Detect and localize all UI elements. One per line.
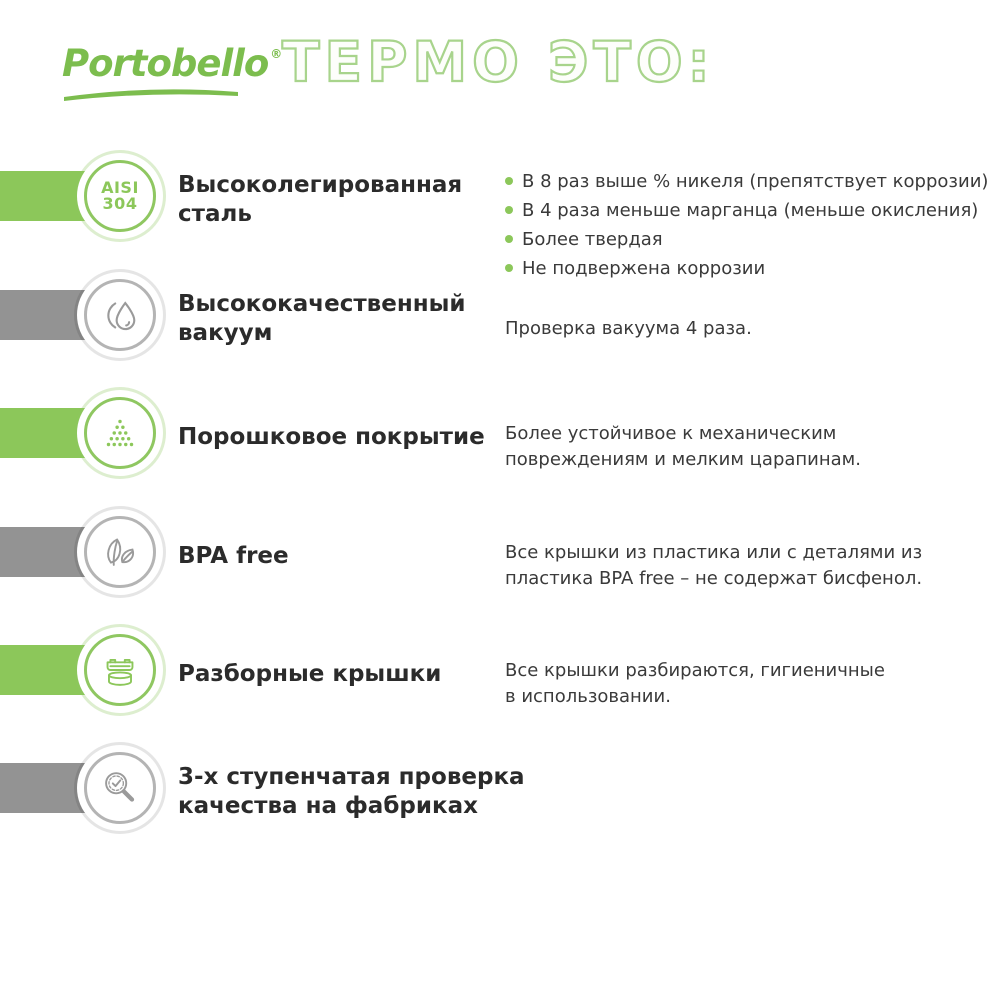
feature-title: Высоколегированная сталь [178, 172, 463, 227]
leaves-icon [84, 516, 156, 588]
magnifier-check-icon [84, 752, 156, 824]
lid-icon [84, 634, 156, 706]
feature-description: Все крышки из пластика или с деталями из пластика BPA free – не содержат бисфенол. [505, 542, 923, 589]
bullet-dot-icon [505, 235, 513, 243]
bullet-dot-icon [505, 206, 513, 214]
bullet-item: Не подвержена коррозии [505, 254, 985, 283]
bullet-item: В 4 раза меньше марганца (меньше окисления) [505, 196, 985, 225]
aisi-badge-line1: AISI [101, 178, 139, 197]
logo-wordmark: Portobello [62, 42, 269, 85]
feature-row-vacuum [0, 250, 1000, 380]
bullet-dot-icon [505, 177, 513, 185]
bullet-item: В 8 раз выше % никеля (препятствует коррозии) [505, 167, 985, 196]
powder-dots-icon [84, 397, 156, 469]
water-drop-glyph [97, 292, 143, 338]
magnifier-check-glyph [97, 765, 143, 811]
feature-description: Проверка вакуума 4 раза. [505, 318, 752, 339]
portobello-logo [62, 42, 282, 106]
feature-title: BPA free [178, 542, 289, 569]
logo-swoosh-underline [62, 86, 242, 104]
feature-description: Все крышки разбираются, гигиеничные в использовании. [505, 660, 885, 707]
feature-row-steel [0, 131, 1000, 279]
aisi-304-badge [101, 180, 139, 212]
powder-dots-glyph [97, 410, 143, 456]
feature-title: 3-х ступенчатая проверка качества на фабриках [178, 764, 525, 819]
water-drop-icon [84, 279, 156, 351]
feature-description: Более устойчивое к механическим повреждениям и мелким царапинам. [505, 423, 861, 470]
bullet-item: Более твердая [505, 225, 985, 254]
feature-row-powder-coating [0, 368, 1000, 498]
feature-title: Порошковое покрытие [178, 423, 485, 450]
aisi-304-icon [84, 160, 156, 232]
feature-row-lids [0, 605, 1000, 735]
feature-title: Высококачественный вакуум [178, 291, 466, 346]
registered-trademark-symbol: ® [270, 47, 282, 61]
aisi-badge-line2: 304 [102, 194, 138, 213]
feature-title: Разборные крышки [178, 660, 442, 687]
feature-row-quality-check [0, 723, 1000, 853]
page-title: ТЕРМО ЭТО: [282, 30, 715, 94]
portobello-logo-text [62, 42, 282, 85]
feature-bullets [505, 131, 989, 279]
feature-row-bpa-free [0, 487, 1000, 617]
leaves-glyph [97, 529, 143, 575]
lid-glyph [97, 647, 143, 693]
